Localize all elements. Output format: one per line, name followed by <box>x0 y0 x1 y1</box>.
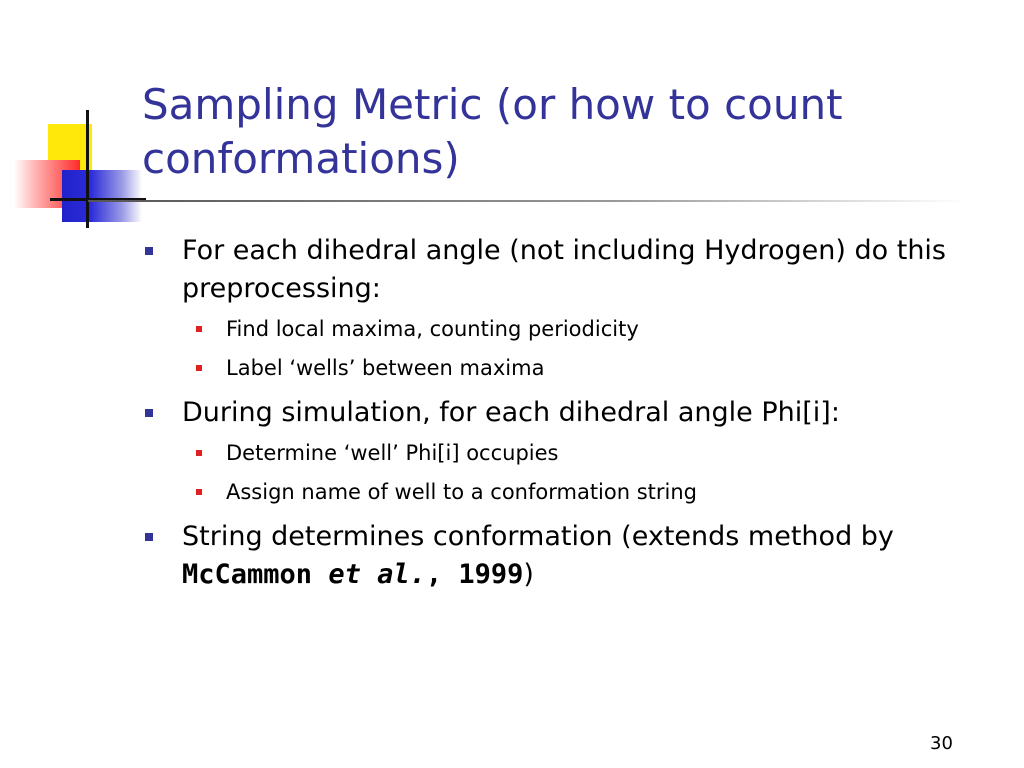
vertical-line <box>86 110 89 228</box>
sub-bullet-text: Determine ‘well’ Phi[i] occupies <box>226 441 559 465</box>
bullet-1 <box>140 232 1000 308</box>
sub-bullet-text: Assign name of well to a conformation string <box>226 480 698 504</box>
citation-author: McCammon <box>182 559 329 590</box>
bullet-marker <box>145 247 153 255</box>
sub-bullet-text: Label ‘wells’ between maxima <box>226 356 545 380</box>
sub-bullet-1-2 <box>140 353 1000 383</box>
sub-bullet-text: Find local maxima, counting periodicity <box>226 317 639 341</box>
sub-bullet-marker <box>196 365 202 371</box>
sub-bullet-2-1 <box>140 438 1000 468</box>
page-number: 30 <box>930 733 953 754</box>
decorative-squares <box>0 0 160 240</box>
slide-title: Sampling Metric (or how to count conformations) <box>142 80 843 183</box>
bullet-3 <box>140 518 1000 594</box>
citation-year: , 1999 <box>425 559 524 590</box>
title-underline <box>88 200 968 202</box>
slide-body <box>140 232 1000 602</box>
sub-bullet-2-2 <box>140 477 1000 507</box>
bullet-2 <box>140 394 1000 432</box>
bullet-text: During simulation, for each dihedral angle Phi[i]: <box>182 397 840 428</box>
sub-bullet-marker <box>196 450 202 456</box>
bullet-text: For each dihedral angle (not including Hydrogen) do this preprocessing: <box>182 235 947 304</box>
sub-bullet-marker <box>196 326 202 332</box>
bullet-marker <box>145 533 153 541</box>
sub-bullet-marker <box>196 489 202 495</box>
blue-square <box>62 170 142 222</box>
bullet-marker <box>145 409 153 417</box>
citation-et-al: et al. <box>328 559 426 590</box>
bullet-text-end: ) <box>523 559 534 590</box>
bullet-text: String determines conformation (extends method by <box>182 521 894 552</box>
sub-bullet-1-1 <box>140 314 1000 344</box>
